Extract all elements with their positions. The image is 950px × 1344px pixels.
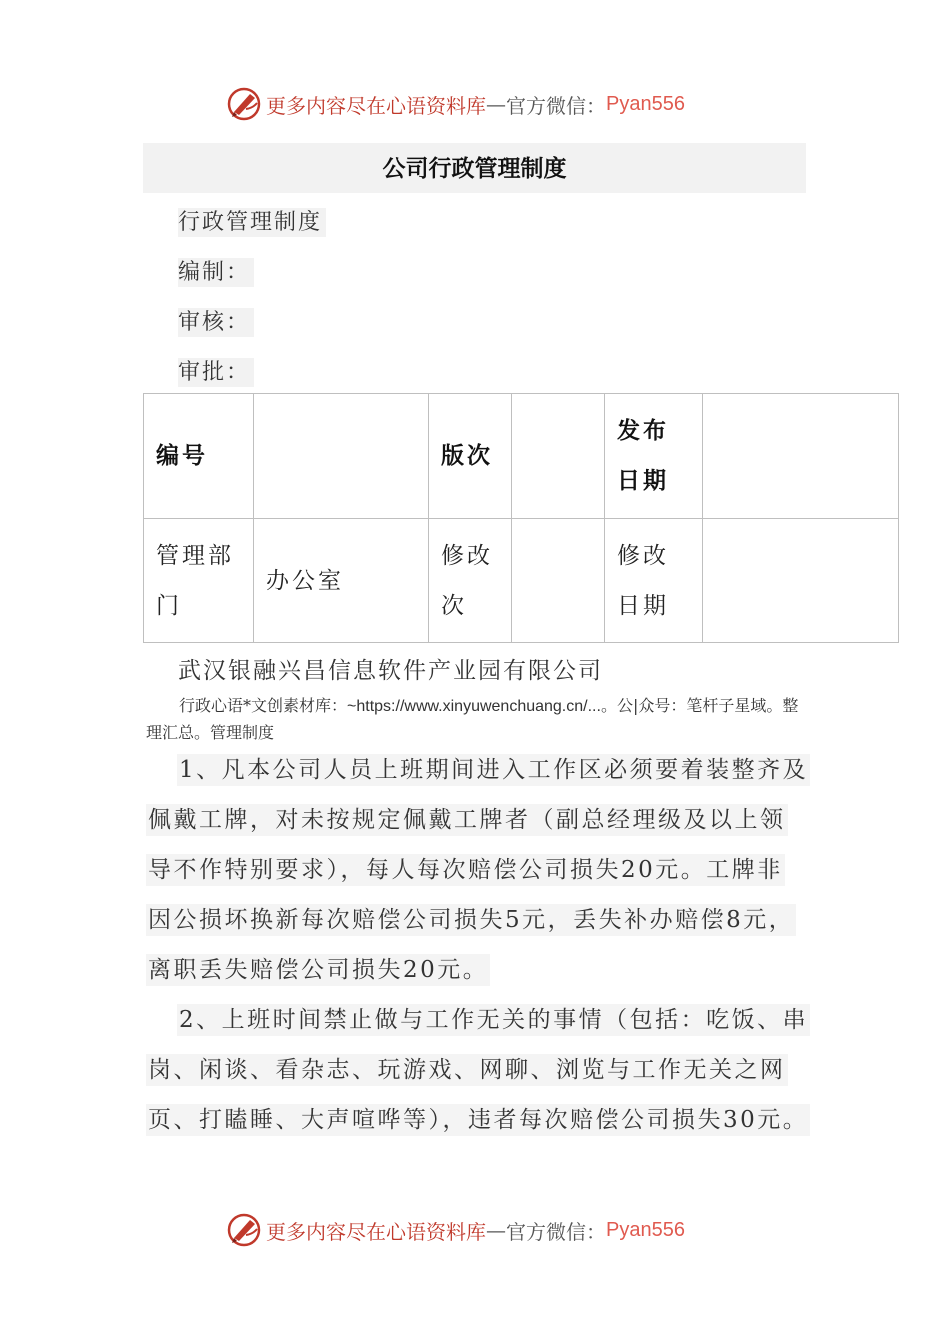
department-label-line2: 门 [156, 592, 182, 619]
banner-title: 更多内容尽在心语资料库 [266, 1219, 486, 1244]
publish-date-label [605, 394, 703, 519]
source-suffix: 。公|众号：笔杆子星域。整理汇总。管理制度 [146, 696, 799, 742]
rule-1-line: 因公损坏换新每次赔偿公司损失5元，丢失补办赔偿8元， [146, 895, 818, 945]
document-title: 公司行政管理制度 [143, 143, 806, 193]
table-row [144, 519, 899, 643]
source-note [146, 693, 806, 746]
pen-logo-icon [226, 1212, 262, 1248]
rule-2-line: 2、上班时间禁止做与工作无关的事情（包括：吃饭、串 [146, 995, 818, 1045]
number-value [254, 394, 429, 519]
rule-1-paragraph [146, 745, 818, 995]
source-url[interactable]: ~https://www.xinyuwenchuang.cn/... [347, 698, 601, 715]
rule-1-line: 1、凡本公司人员上班期间进入工作区必须要着装整齐及 [146, 745, 818, 795]
header-banner [226, 84, 685, 124]
compiled-by-field [178, 255, 254, 286]
number-label: 编号 [144, 394, 254, 519]
revision-label-line1: 修改 [441, 542, 493, 569]
approved-by-field [178, 355, 254, 386]
revision-date-label-line2: 日期 [617, 592, 669, 619]
revision-date-label-line1: 修改 [617, 542, 669, 569]
source-prefix: 行政心语*文创素材库： [179, 696, 348, 715]
rule-2-paragraph [146, 995, 818, 1145]
banner-dash: — [486, 92, 506, 116]
publish-date-label-line2: 日期 [617, 467, 669, 494]
company-name: 武汉银融兴昌信息软件产业园有限公司 [178, 658, 603, 684]
reviewed-by-label: 审核： [178, 308, 254, 337]
rule-2-line: 岗、闲谈、看杂志、玩游戏、网聊、浏览与工作无关之网 [146, 1045, 818, 1095]
publish-date-value [703, 394, 899, 519]
rule-1-line: 离职丢失赔偿公司损失20元。 [146, 945, 818, 995]
document-info-table [143, 393, 899, 643]
rule-2-line: 页、打瞌睡、大声喧哗等），违者每次赔偿公司损失30元。 [146, 1095, 818, 1145]
banner-title: 更多内容尽在心语资料库 [266, 93, 486, 118]
version-value [512, 394, 605, 519]
revision-label-line2: 次 [441, 592, 467, 619]
revision-label [429, 519, 512, 643]
banner-dash: — [486, 1218, 506, 1242]
subtitle-text: 行政管理制度 [178, 208, 326, 237]
banner-wechat-id: Pyan556 [606, 1218, 685, 1241]
department-label [144, 519, 254, 643]
compiled-by-label: 编制： [178, 258, 254, 287]
department-label-line1: 管理部 [156, 542, 234, 569]
banner-wechat-label: 官方微信： [506, 1219, 606, 1244]
revision-date-value [703, 519, 899, 643]
version-label: 版次 [429, 394, 512, 519]
reviewed-by-field [178, 305, 254, 336]
table-row [144, 394, 899, 519]
banner-wechat-label: 官方微信： [506, 93, 606, 118]
pen-logo-icon [226, 86, 262, 122]
rule-1-line: 佩戴工牌，对未按规定佩戴工牌者（副总经理级及以上领 [146, 795, 818, 845]
revision-date-label [605, 519, 703, 643]
footer-banner [226, 1210, 685, 1250]
rule-1-line: 导不作特别要求），每人每次赔偿公司损失20元。工牌非 [146, 845, 818, 895]
approved-by-label: 审批： [178, 358, 254, 387]
banner-wechat-id: Pyan556 [606, 92, 685, 115]
publish-date-label-line1: 发布 [617, 417, 669, 444]
document-subtitle [178, 205, 326, 236]
department-value: 办公室 [254, 519, 429, 643]
revision-value [512, 519, 605, 643]
